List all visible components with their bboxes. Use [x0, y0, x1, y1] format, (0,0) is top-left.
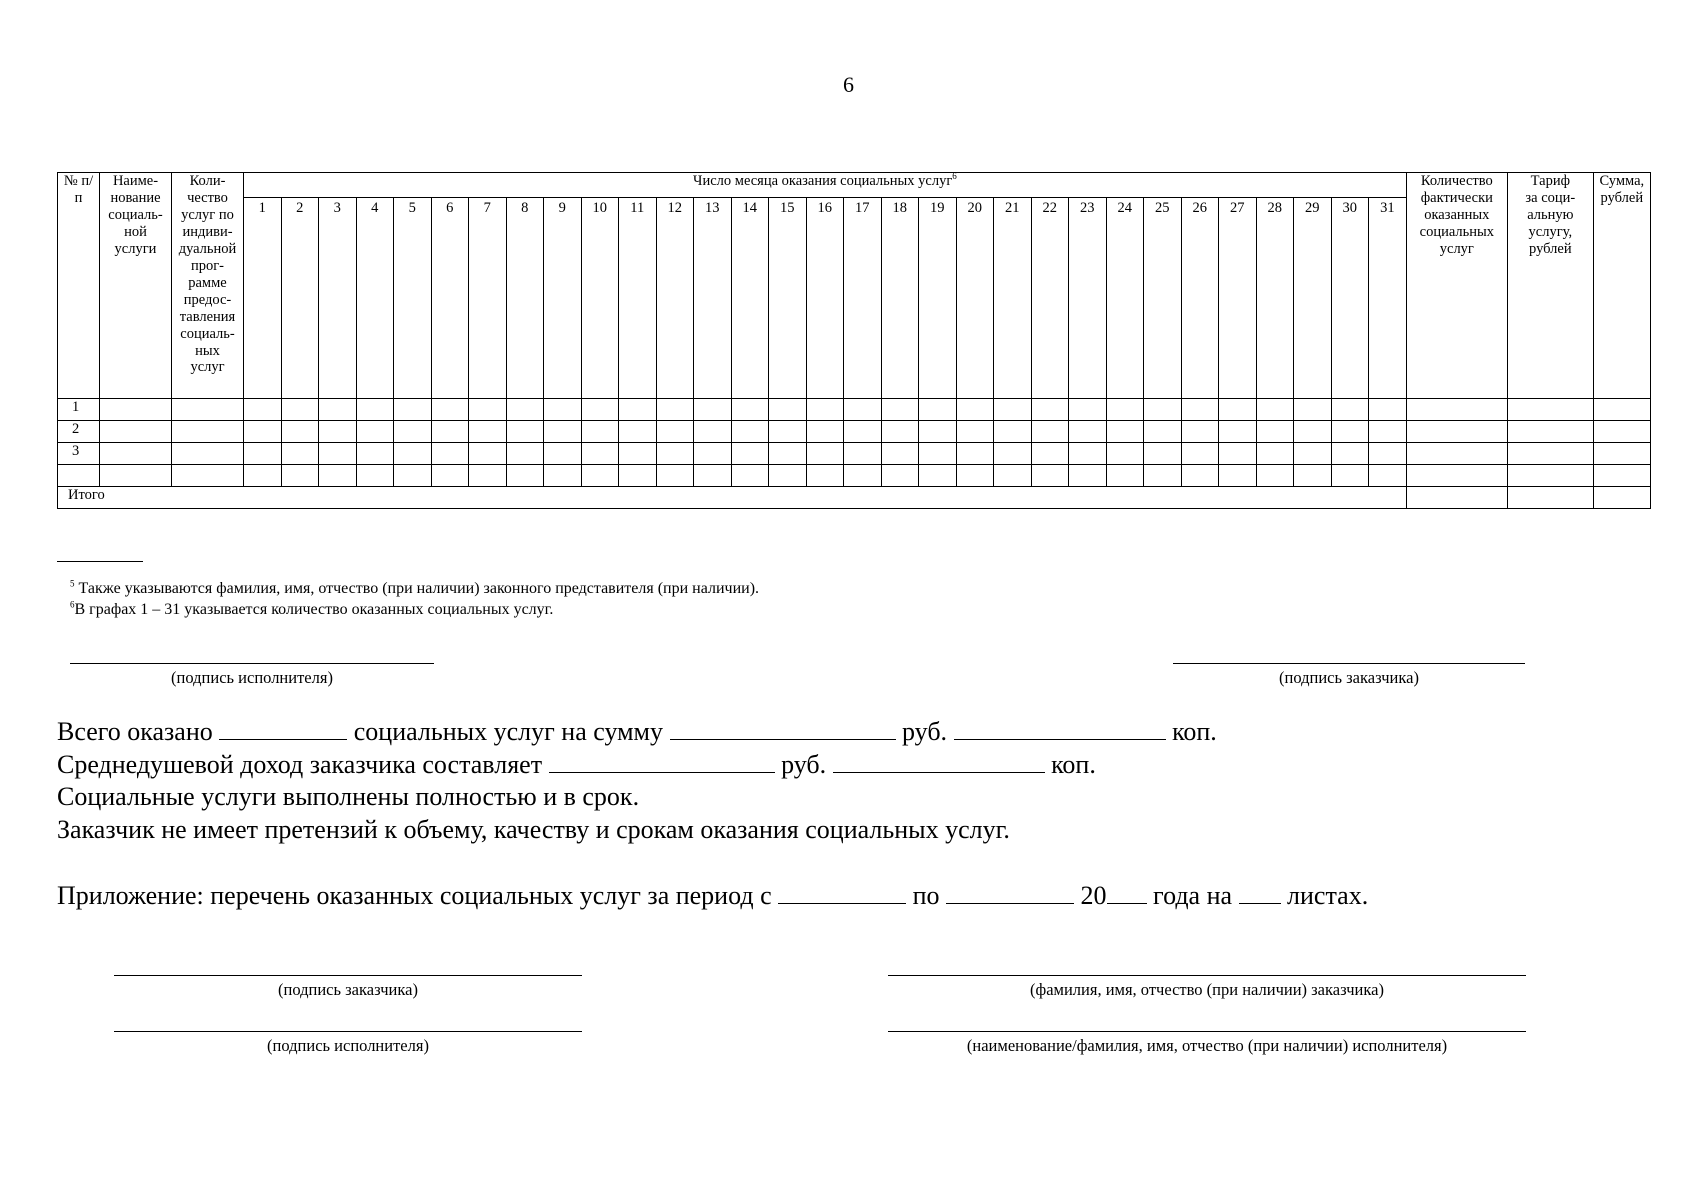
- table-cell[interactable]: [431, 443, 469, 465]
- table-cell[interactable]: [394, 421, 432, 443]
- table-cell[interactable]: [1294, 399, 1332, 421]
- table-cell[interactable]: [394, 465, 432, 487]
- table-cell[interactable]: [994, 399, 1032, 421]
- executor-signature-line-top[interactable]: [70, 663, 434, 664]
- income-rubles-blank[interactable]: [549, 748, 775, 773]
- table-cell[interactable]: [881, 399, 919, 421]
- table-cell[interactable]: [1219, 399, 1257, 421]
- services-count-blank[interactable]: [219, 715, 347, 740]
- row-number: 1: [58, 399, 100, 421]
- table-cell[interactable]: [1256, 399, 1294, 421]
- table-cell[interactable]: [769, 399, 807, 421]
- period-from-blank[interactable]: [778, 879, 906, 904]
- table-cell[interactable]: [281, 465, 319, 487]
- header-tariff: Тариф за соци- альную услугу, рублей: [1507, 173, 1593, 399]
- row-number: 2: [58, 421, 100, 443]
- header-day: 8: [506, 198, 544, 399]
- table-cell[interactable]: [469, 421, 507, 443]
- footnote-ref-6: 6: [952, 171, 957, 182]
- table-cell[interactable]: [394, 399, 432, 421]
- table-cell[interactable]: [1369, 465, 1407, 487]
- table-cell[interactable]: [1144, 465, 1182, 487]
- header-day: 29: [1294, 198, 1332, 399]
- table-cell[interactable]: [100, 465, 172, 487]
- table-cell[interactable]: [881, 421, 919, 443]
- table-cell[interactable]: [581, 443, 619, 465]
- table-cell[interactable]: [806, 399, 844, 421]
- table-cell[interactable]: [656, 399, 694, 421]
- table-cell[interactable]: [431, 465, 469, 487]
- executor-signature-line[interactable]: [114, 1031, 582, 1032]
- header-day: 22: [1031, 198, 1069, 399]
- table-cell[interactable]: [1331, 465, 1369, 487]
- table-cell[interactable]: [506, 399, 544, 421]
- table-cell[interactable]: [244, 399, 282, 421]
- table-cell[interactable]: [1369, 443, 1407, 465]
- table-cell[interactable]: [694, 443, 732, 465]
- table-cell[interactable]: [172, 421, 244, 443]
- header-day: 9: [544, 198, 582, 399]
- table-cell[interactable]: [956, 443, 994, 465]
- header-day: 11: [619, 198, 657, 399]
- header-day: 28: [1256, 198, 1294, 399]
- table-cell[interactable]: [1593, 465, 1650, 487]
- table-cell[interactable]: [694, 421, 732, 443]
- header-day: 30: [1331, 198, 1369, 399]
- table-cell[interactable]: [844, 465, 882, 487]
- table-cell[interactable]: [356, 421, 394, 443]
- table-cell[interactable]: [1144, 421, 1182, 443]
- table-cell[interactable]: [1406, 465, 1507, 487]
- table-cell[interactable]: [469, 465, 507, 487]
- table-cell[interactable]: [694, 399, 732, 421]
- table-cell[interactable]: [1181, 465, 1219, 487]
- table-cell[interactable]: [769, 465, 807, 487]
- table-cell[interactable]: [244, 465, 282, 487]
- summary-line-no-claims: Заказчик не имеет претензий к объему, качеству и срокам оказания социальных услуг.: [57, 815, 1010, 844]
- header-day: 13: [694, 198, 732, 399]
- table-cell[interactable]: [581, 399, 619, 421]
- table-cell[interactable]: [506, 465, 544, 487]
- table-cell[interactable]: [1031, 421, 1069, 443]
- table-cell[interactable]: [1106, 421, 1144, 443]
- table-cell[interactable]: [431, 399, 469, 421]
- table-cell[interactable]: [1369, 421, 1407, 443]
- table-cell[interactable]: [919, 399, 957, 421]
- summary-line-completed: Социальные услуги выполнены полностью и в срок.: [57, 782, 640, 811]
- table-cell[interactable]: [544, 399, 582, 421]
- table-cell[interactable]: [172, 465, 244, 487]
- footnote-separator: [57, 561, 143, 562]
- total-actual-cell: [1406, 487, 1507, 509]
- header-day: 12: [656, 198, 694, 399]
- table-cell[interactable]: [619, 421, 657, 443]
- footnote-5: $^5$ Также указываются фамилия, имя, отчество (при наличии) законного представителя (при наличии).: [70, 578, 760, 597]
- row-number: 3: [58, 443, 100, 465]
- page-number: 6: [843, 72, 854, 97]
- table-cell[interactable]: [244, 421, 282, 443]
- table-cell[interactable]: [919, 443, 957, 465]
- year-blank[interactable]: [1107, 879, 1147, 904]
- table-cell[interactable]: [619, 399, 657, 421]
- header-day: 31: [1369, 198, 1407, 399]
- executor-signature-caption: (подпись исполнителя): [267, 1036, 429, 1055]
- table-cell[interactable]: [356, 399, 394, 421]
- row-number: [58, 465, 100, 487]
- header-day: 7: [469, 198, 507, 399]
- table-cell[interactable]: [1106, 443, 1144, 465]
- table-cell[interactable]: [956, 465, 994, 487]
- table-cell[interactable]: [806, 443, 844, 465]
- table-cell[interactable]: [581, 421, 619, 443]
- customer-name-line[interactable]: [888, 975, 1526, 976]
- table-cell[interactable]: [1031, 399, 1069, 421]
- header-sum: Сумма, рублей: [1593, 173, 1650, 399]
- table-cell[interactable]: [1507, 465, 1593, 487]
- table-cell[interactable]: [919, 421, 957, 443]
- table-cell[interactable]: [469, 443, 507, 465]
- header-day: 15: [769, 198, 807, 399]
- table-cell[interactable]: [1593, 443, 1650, 465]
- table-cell[interactable]: [656, 421, 694, 443]
- table-row: [58, 421, 1651, 443]
- executor-signature-caption-top: (подпись исполнителя): [171, 668, 333, 687]
- customer-signature-line[interactable]: [114, 975, 582, 976]
- table-cell[interactable]: [319, 399, 357, 421]
- table-cell[interactable]: [1406, 421, 1507, 443]
- executor-name-caption: (наименование/фамилия, имя, отчество (при наличии) исполнителя): [966, 1036, 1448, 1055]
- table-cell[interactable]: [731, 443, 769, 465]
- table-cell[interactable]: [1031, 443, 1069, 465]
- table-cell[interactable]: [1069, 421, 1107, 443]
- sheets-count-blank[interactable]: [1239, 879, 1281, 904]
- table-cell[interactable]: [1106, 465, 1144, 487]
- table-cell[interactable]: [844, 443, 882, 465]
- table-cell[interactable]: [1181, 399, 1219, 421]
- services-table: [57, 172, 1651, 509]
- table-cell[interactable]: [844, 399, 882, 421]
- table-cell[interactable]: [1406, 443, 1507, 465]
- table-cell[interactable]: [1294, 443, 1332, 465]
- table-cell[interactable]: [172, 399, 244, 421]
- table-cell[interactable]: [1031, 465, 1069, 487]
- table-cell[interactable]: [1181, 421, 1219, 443]
- header-actual-quantity: Количество фактически оказанных социальных услуг: [1406, 173, 1507, 399]
- table-cell[interactable]: [1069, 443, 1107, 465]
- table-cell[interactable]: [506, 421, 544, 443]
- footnote-6: $^6$В графах 1 – 31 указывается количество оказанных социальных услуг.: [70, 599, 554, 618]
- table-cell[interactable]: [806, 421, 844, 443]
- total-label: Итого: [58, 487, 1407, 509]
- table-cell[interactable]: [919, 465, 957, 487]
- table-cell[interactable]: [1331, 399, 1369, 421]
- table-cell[interactable]: [694, 465, 732, 487]
- total-tariff-cell: [1507, 487, 1593, 509]
- table-cell[interactable]: [281, 443, 319, 465]
- header-day: 17: [844, 198, 882, 399]
- table-cell[interactable]: [100, 399, 172, 421]
- header-day: 26: [1181, 198, 1219, 399]
- header-day: 5: [394, 198, 432, 399]
- table-cell[interactable]: [1069, 465, 1107, 487]
- table-cell[interactable]: [356, 465, 394, 487]
- customer-name-caption: (фамилия, имя, отчество (при наличии) заказчика): [1030, 980, 1384, 999]
- table-cell[interactable]: [100, 443, 172, 465]
- table-cell[interactable]: [656, 465, 694, 487]
- table-cell[interactable]: [544, 443, 582, 465]
- table-cell[interactable]: [1507, 443, 1593, 465]
- table-cell[interactable]: [581, 465, 619, 487]
- table-cell[interactable]: [619, 443, 657, 465]
- table-cell[interactable]: [244, 443, 282, 465]
- table-cell[interactable]: [1507, 399, 1593, 421]
- customer-signature-caption: (подпись заказчика): [278, 980, 418, 999]
- header-day: 21: [994, 198, 1032, 399]
- table-cell[interactable]: [731, 421, 769, 443]
- table-cell[interactable]: [769, 421, 807, 443]
- header-days-of-month: Число месяца оказания социальных услуг$^6$: [244, 173, 1407, 198]
- table-cell[interactable]: [1256, 465, 1294, 487]
- table-cell[interactable]: [994, 421, 1032, 443]
- table-cell[interactable]: [1369, 399, 1407, 421]
- table-cell[interactable]: [1406, 399, 1507, 421]
- table-cell[interactable]: [1219, 421, 1257, 443]
- table-cell[interactable]: [1106, 399, 1144, 421]
- header-day: 20: [956, 198, 994, 399]
- table-cell[interactable]: [356, 443, 394, 465]
- header-day: 10: [581, 198, 619, 399]
- table-cell[interactable]: [769, 443, 807, 465]
- summary-line-income: Среднедушевой доход заказчика составляет руб. коп.: [57, 750, 1096, 779]
- table-cell[interactable]: [281, 399, 319, 421]
- table-cell[interactable]: [319, 465, 357, 487]
- table-cell[interactable]: [281, 421, 319, 443]
- table-cell[interactable]: [1294, 421, 1332, 443]
- executor-name-line[interactable]: [888, 1031, 1526, 1032]
- header-day: 18: [881, 198, 919, 399]
- header-day: 2: [281, 198, 319, 399]
- table-cell[interactable]: [956, 399, 994, 421]
- table-cell[interactable]: [1593, 421, 1650, 443]
- table-cell[interactable]: [994, 465, 1032, 487]
- table-cell[interactable]: [469, 399, 507, 421]
- customer-signature-caption-top: (подпись заказчика): [1279, 668, 1419, 687]
- table-cell[interactable]: [172, 443, 244, 465]
- table-cell[interactable]: [994, 443, 1032, 465]
- period-to-blank[interactable]: [946, 879, 1074, 904]
- income-kopecks-blank[interactable]: [833, 748, 1045, 773]
- table-cell[interactable]: [844, 421, 882, 443]
- table-cell[interactable]: [544, 421, 582, 443]
- table-cell[interactable]: [506, 443, 544, 465]
- table-cell[interactable]: [619, 465, 657, 487]
- header-number: № п/п: [58, 173, 100, 399]
- appendix-line: Приложение: перечень оказанных социальных услуг за период с по 20 года на листах.: [57, 881, 1369, 910]
- table-cell[interactable]: [1294, 465, 1332, 487]
- header-day: 16: [806, 198, 844, 399]
- header-day: 25: [1144, 198, 1182, 399]
- header-day: 3: [319, 198, 357, 399]
- table-cell[interactable]: [1219, 465, 1257, 487]
- table-cell[interactable]: [1256, 443, 1294, 465]
- header-day: 24: [1106, 198, 1144, 399]
- table-cell[interactable]: [1593, 399, 1650, 421]
- table-cell[interactable]: [1507, 421, 1593, 443]
- table-cell[interactable]: [656, 443, 694, 465]
- table-cell[interactable]: [1331, 443, 1369, 465]
- table-row: [58, 465, 1651, 487]
- table-cell[interactable]: [319, 443, 357, 465]
- table-cell[interactable]: [319, 421, 357, 443]
- table-row: [58, 443, 1651, 465]
- table-cell[interactable]: [394, 443, 432, 465]
- table-cell[interactable]: [881, 443, 919, 465]
- summary-line-total: Всего оказано социальных услуг на сумму руб. коп.: [57, 717, 1217, 746]
- table-cell[interactable]: [1144, 443, 1182, 465]
- table-cell[interactable]: [1069, 399, 1107, 421]
- table-cell[interactable]: [956, 421, 994, 443]
- header-day: 6: [431, 198, 469, 399]
- header-day: 19: [919, 198, 957, 399]
- table-cell[interactable]: [806, 465, 844, 487]
- table-cell[interactable]: [731, 465, 769, 487]
- sum-kopecks-blank[interactable]: [954, 715, 1166, 740]
- header-day: 14: [731, 198, 769, 399]
- sum-rubles-blank[interactable]: [670, 715, 896, 740]
- header-day: 1: [244, 198, 282, 399]
- table-cell[interactable]: [544, 465, 582, 487]
- table-cell[interactable]: [100, 421, 172, 443]
- header-planned-quantity: Коли- чество услуг по индиви- дуальной прог- рамме предос- тавления социаль- ных услуг: [172, 173, 244, 399]
- header-service-name: Наиме- нование социаль- ной услуги: [100, 173, 172, 399]
- header-day: 23: [1069, 198, 1107, 399]
- table-cell[interactable]: [1181, 443, 1219, 465]
- header-day: 27: [1219, 198, 1257, 399]
- customer-signature-line-top[interactable]: [1173, 663, 1525, 664]
- header-day: 4: [356, 198, 394, 399]
- table-cell[interactable]: [1219, 443, 1257, 465]
- table-cell[interactable]: [431, 421, 469, 443]
- table-cell[interactable]: [881, 465, 919, 487]
- table-cell[interactable]: [731, 399, 769, 421]
- table-row: [58, 399, 1651, 421]
- table-cell[interactable]: [1144, 399, 1182, 421]
- table-cell[interactable]: [1331, 421, 1369, 443]
- table-cell[interactable]: [1256, 421, 1294, 443]
- total-sum-cell: [1593, 487, 1650, 509]
